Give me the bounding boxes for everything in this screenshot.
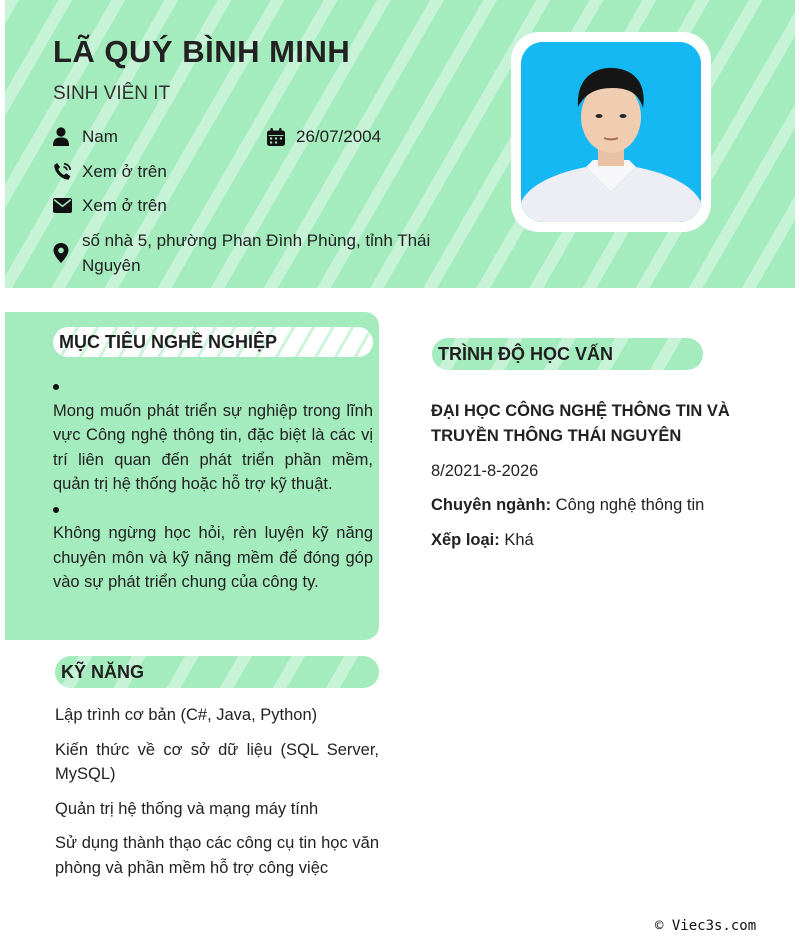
footer-credit: © Viec3s.com	[655, 918, 757, 934]
major-value: Công nghệ thông tin	[555, 496, 705, 514]
bullet-dot	[53, 497, 373, 522]
bullet-dot	[53, 374, 373, 399]
candidate-role: SINH VIÊN IT	[53, 83, 171, 104]
profile-photo-frame	[511, 32, 711, 232]
objective-title: MỤC TIÊU NGHỀ NGHIỆP	[53, 327, 373, 357]
objective-item: Không ngừng học hỏi, rèn luyện kỹ năng chuyên môn và kỹ năng mềm để đóng góp vào sự phát triển chung của công ty.	[53, 524, 373, 591]
major-row	[431, 496, 704, 515]
phone-value: Xem ở trên	[82, 162, 167, 181]
rank-value: Khá	[504, 531, 534, 549]
candidate-name: LÃ QUÝ BÌNH MINH	[53, 34, 351, 69]
education-title: TRÌNH ĐỘ HỌC VẤN	[432, 338, 703, 370]
phone-icon	[53, 159, 73, 184]
major-label: Chuyên ngành:	[431, 496, 552, 514]
gender-value: Nam	[82, 127, 118, 146]
objective-section	[5, 312, 379, 640]
profile-photo	[521, 42, 701, 222]
phone-row	[53, 159, 167, 184]
email-value: Xem ở trên	[82, 196, 167, 215]
location-pin-icon	[53, 228, 73, 278]
profile-header	[5, 0, 795, 288]
email-row	[53, 193, 167, 218]
skill-item: Sử dụng thành thạo các công cụ tin học văn phòng và phần mềm hỗ trợ công việc	[55, 834, 379, 877]
school-name: ĐẠI HỌC CÔNG NGHỆ THÔNG TIN VÀ TRUYỀN THÔNG THÁI NGUYÊN	[431, 402, 730, 445]
study-period: 8/2021-8-2026	[431, 462, 539, 480]
skill-item: Quản trị hệ thống và mạng máy tính	[55, 799, 319, 818]
address-value: số nhà 5, phường Phan Đình Phùng, tỉnh Thái Nguyên	[82, 231, 431, 275]
birthdate-row	[267, 124, 381, 149]
skills-list	[55, 703, 379, 890]
objective-item: Mong muốn phát triển sự nghiệp trong lĩnh vực Công nghệ thông tin, đặc biệt là các vị trí liên quan đến phát triển phần mềm, quản trị hệ thống hoặc hỗ trợ kỹ thuật.	[53, 401, 373, 493]
address-row	[53, 228, 443, 278]
envelope-icon	[53, 193, 73, 218]
birthdate-value: 26/07/2004	[296, 127, 382, 146]
objective-list	[53, 374, 373, 595]
skill-item: Lập trình cơ bản (C#, Java, Python)	[55, 706, 318, 724]
rank-label: Xếp loại:	[431, 531, 500, 549]
skills-title: KỸ NĂNG	[55, 656, 379, 688]
rank-row	[431, 531, 534, 550]
calendar-icon	[267, 124, 287, 149]
user-icon	[53, 124, 73, 149]
gender-row	[53, 124, 118, 149]
skill-item: Kiến thức về cơ sở dữ liệu (SQL Server, MySQL)	[55, 740, 379, 783]
